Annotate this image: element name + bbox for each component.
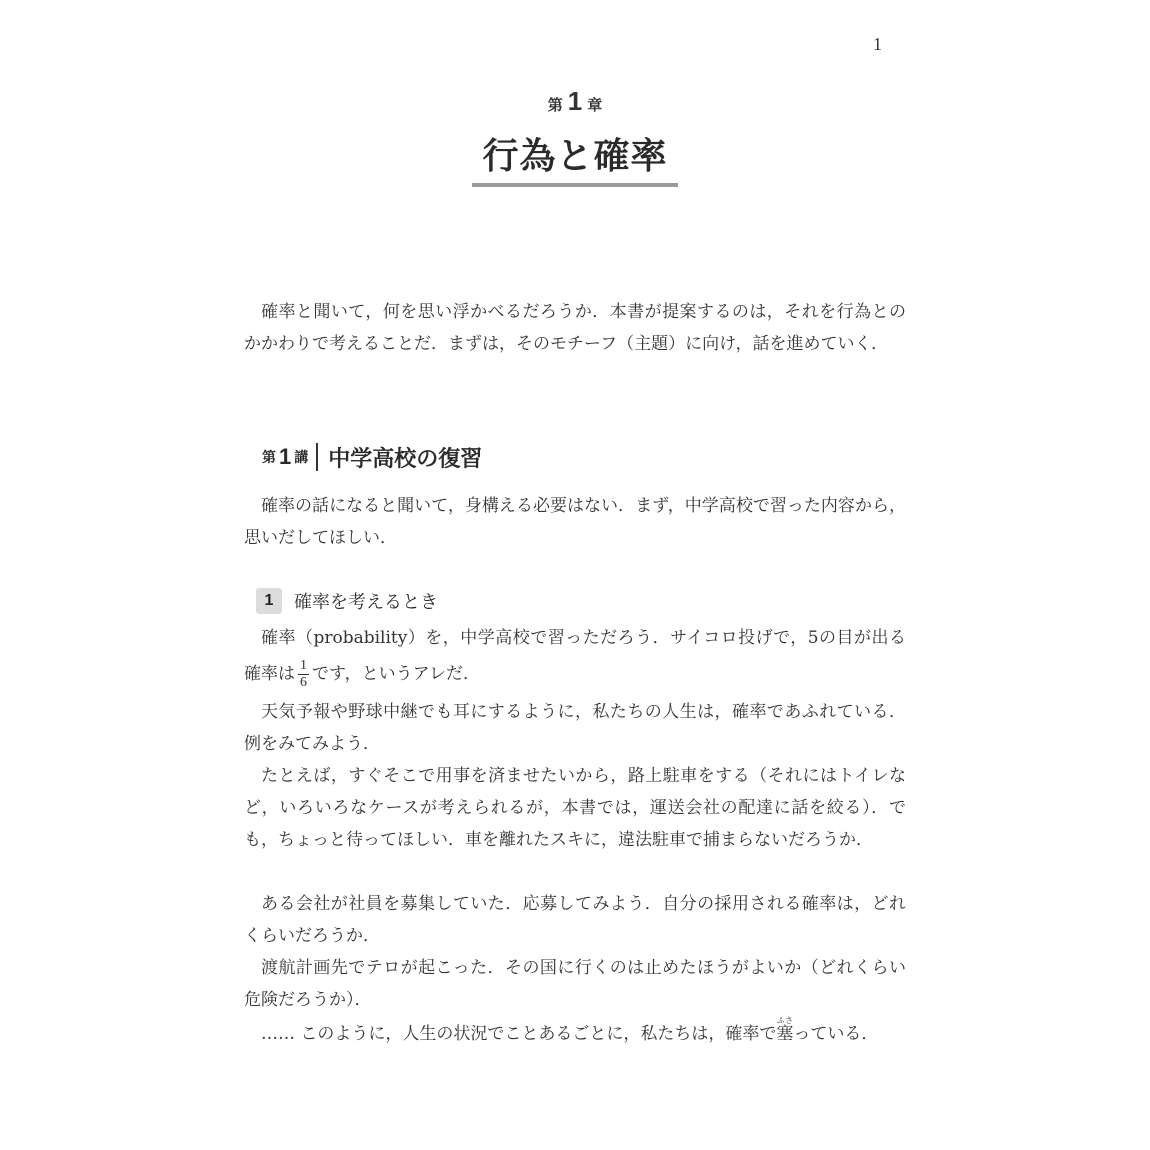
fraction xyxy=(298,658,309,691)
section-number-badge: 1 xyxy=(256,588,282,614)
lecture-divider xyxy=(316,443,318,471)
section-paragraph-2: 天気予報や野球中継でも耳にするように，私たちの人生は，確率であふれている．例をみてみよう． xyxy=(244,702,906,754)
lecture-suffix: 講 xyxy=(294,450,309,466)
section-heading xyxy=(256,588,438,614)
p1-after: です，というアレだ． xyxy=(312,664,480,684)
section-title: 確率を考えるとき xyxy=(294,592,438,613)
p6-after: っている． xyxy=(793,1024,879,1044)
chapter-title: 行為と確率 xyxy=(472,128,677,187)
section-paragraph-6 xyxy=(244,1016,906,1050)
fraction-denominator: 6 xyxy=(300,675,307,690)
chapter-prefix: 第 xyxy=(547,96,563,114)
p6-before: …… このように，人生の状況でことあるごとに，私たちは，確率で xyxy=(261,1024,777,1044)
lecture-number: 1 xyxy=(279,444,292,469)
chapter-number: 1 xyxy=(567,86,583,116)
section-paragraph-3: たとえば，すぐそこで用事を済ませたいから，路上駐車をする（それにはトイレなど，いろいろなケースが考えられるが，本書では，運送会社の配達に話を絞る）．でも，ちょっと待ってほしい．車を離れたスキに，違法駐車で捕まらないだろうか． xyxy=(244,766,906,850)
p1-before: 確率（probability）を，中学高校で習っただろう．サイコロ投げで，5の目が出る確率は xyxy=(244,628,906,684)
lecture-paragraph: 確率の話になると聞いて，身構える必要はない．まず，中学高校で習った内容から，思いだしてほしい． xyxy=(244,496,906,548)
page-number: 1 xyxy=(873,34,882,54)
ruby-word xyxy=(776,1016,794,1044)
lecture-title: 中学高校の復習 xyxy=(328,446,483,472)
ruby-reading: ふさ xyxy=(776,1016,794,1025)
chapter-suffix: 章 xyxy=(587,96,603,114)
lecture-heading xyxy=(262,442,482,472)
chapter-title-block xyxy=(0,128,1150,187)
section-paragraph-1 xyxy=(244,620,906,692)
fraction-numerator: 1 xyxy=(300,658,307,673)
section-paragraph-4: ある会社が社員を募集していた．応募してみよう．自分の採用される確率は，どれくらいだろうか． xyxy=(244,894,906,946)
section-paragraph-5: 渡航計画先でテロが起こった．その国に行くのは止めたほうがよいか（どれくらい危険だろうか）． xyxy=(244,958,906,1010)
ruby-base: 塞 xyxy=(776,1024,794,1044)
chapter-label xyxy=(0,86,1150,117)
lecture-prefix: 第 xyxy=(262,450,276,466)
intro-paragraph: 確率と聞いて，何を思い浮かべるだろうか．本書が提案するのは，それを行為とのかかわりで考えることだ．まずは，そのモチーフ（主題）に向け，話を進めていく． xyxy=(244,302,906,354)
